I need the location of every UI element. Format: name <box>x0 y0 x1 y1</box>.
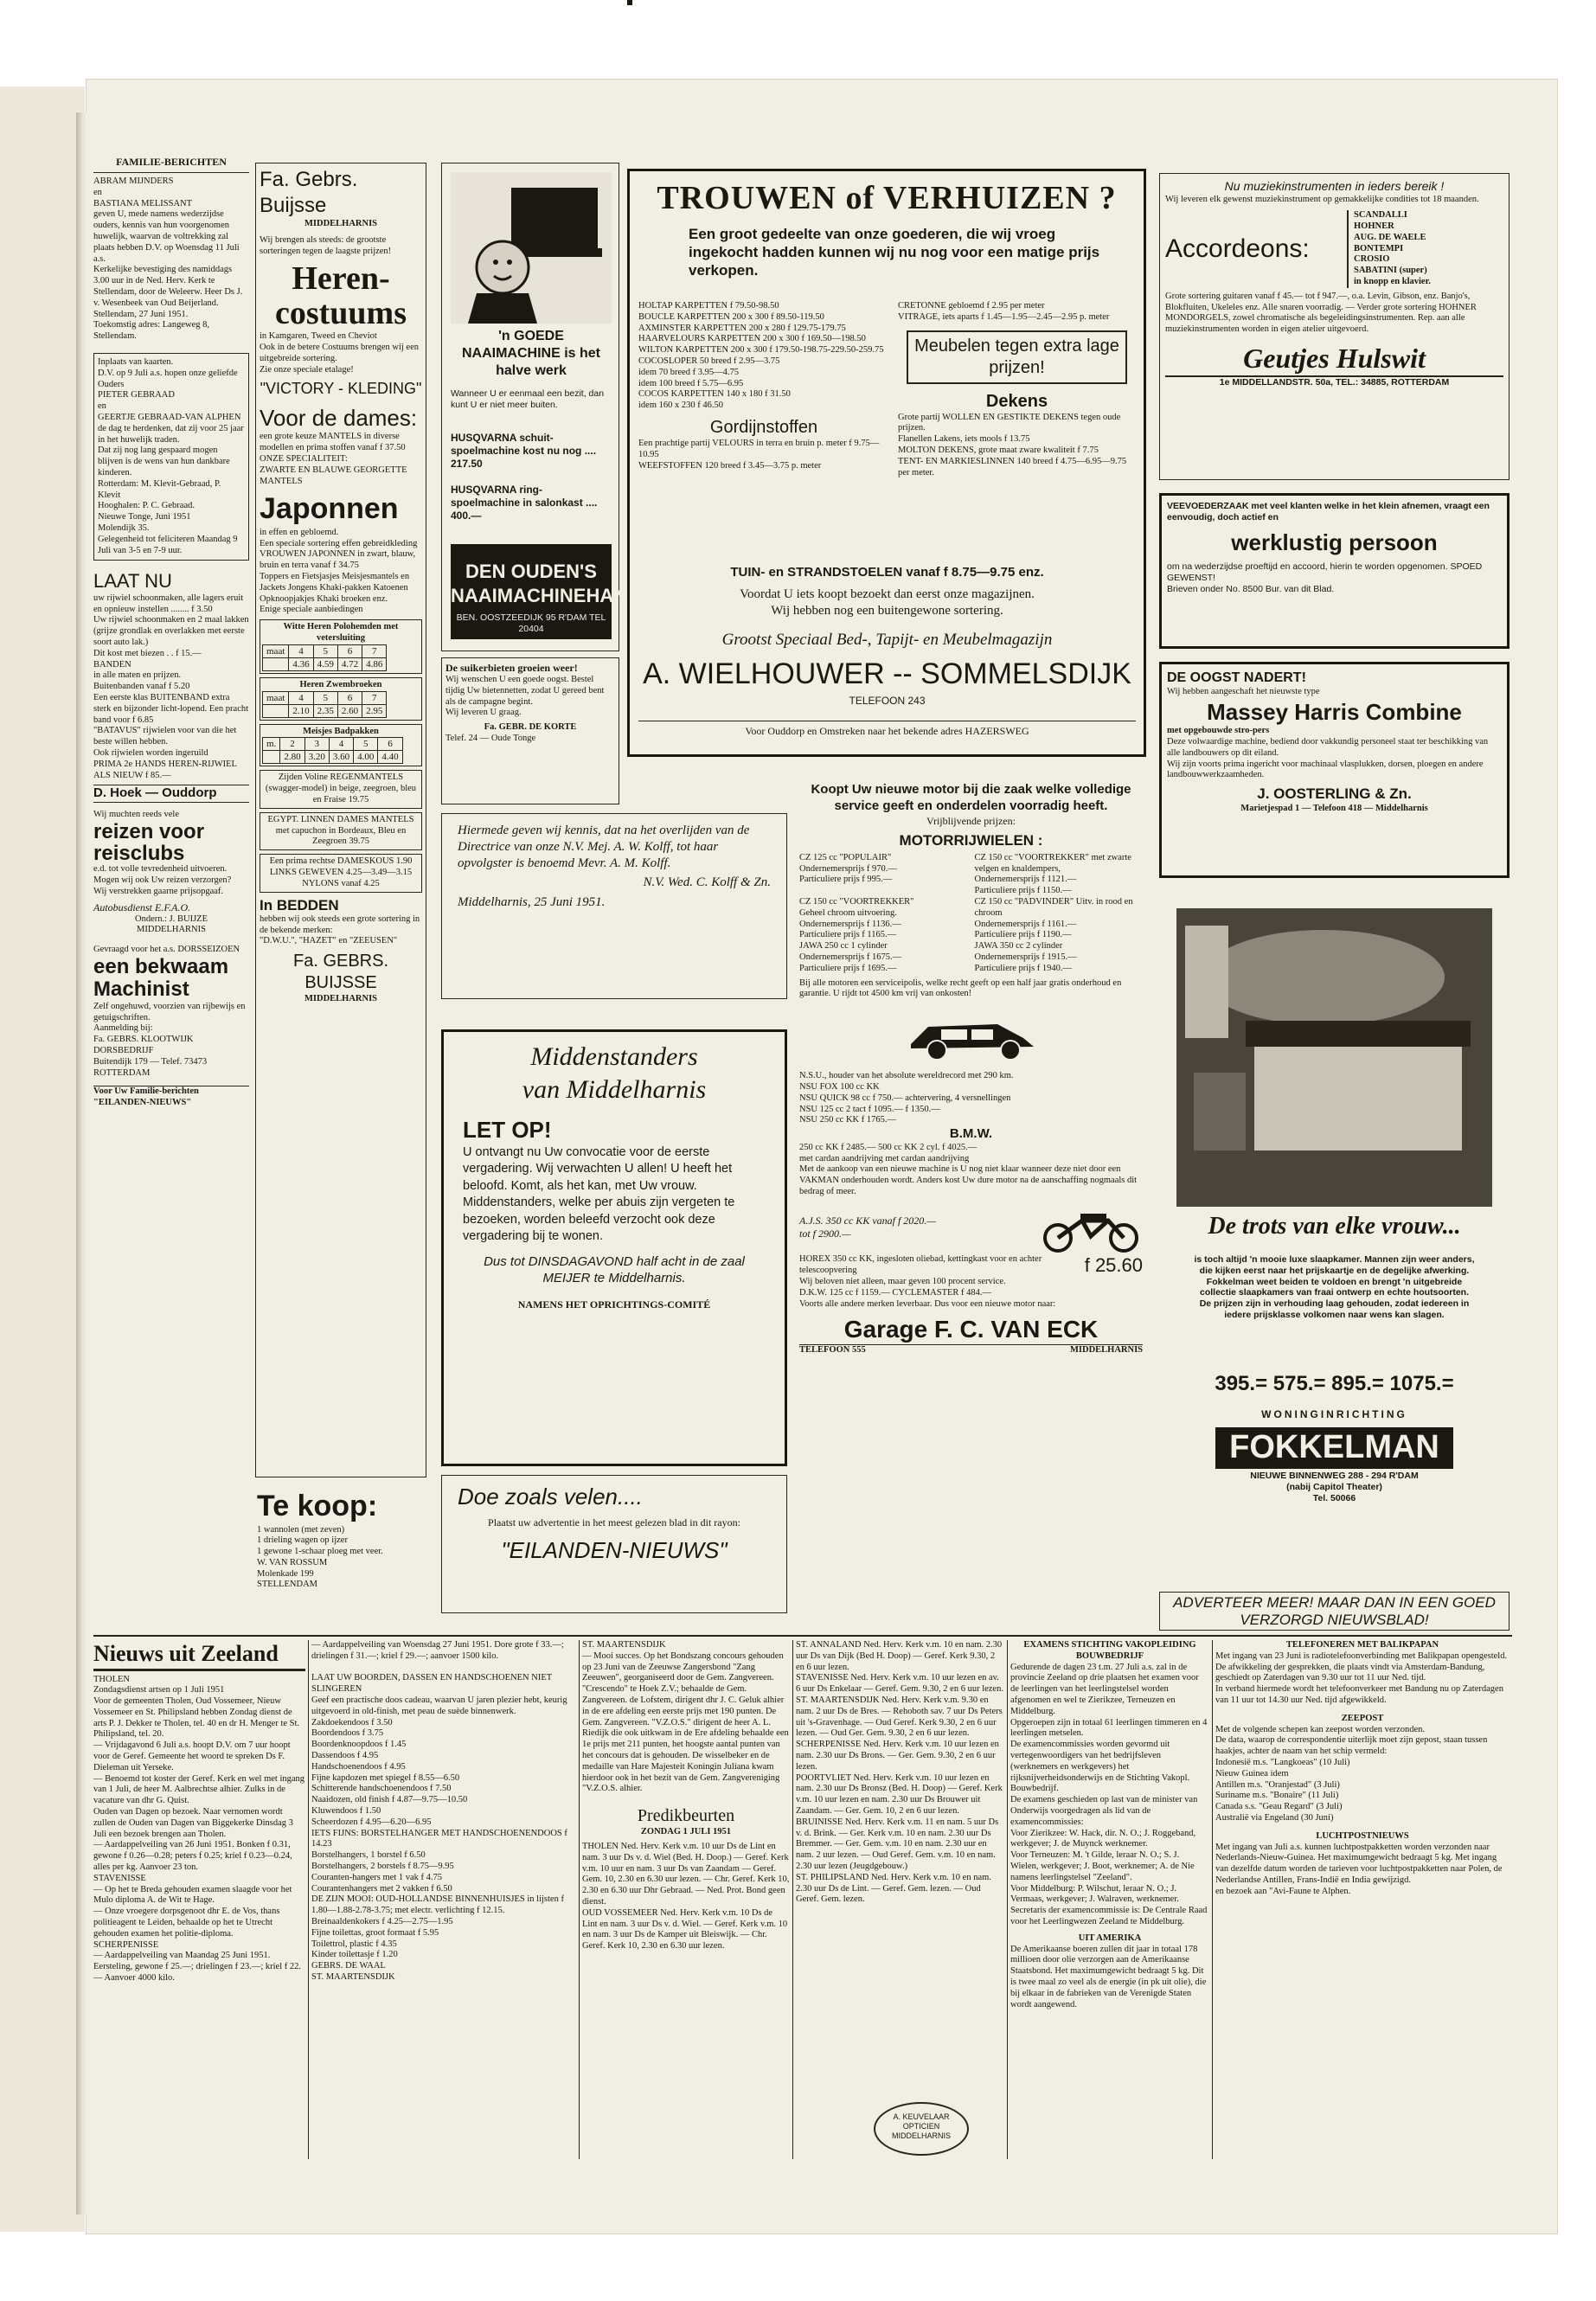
zwem-title: Heren Zwembroeken <box>299 679 382 689</box>
badpak-title: Meisjes Badpakken <box>303 726 379 736</box>
wielhouwer-advert <box>627 169 1146 757</box>
gordijn-body: Een prachtige partij VELOURS in terra en bruin p. meter f 9.75—10.95 WEEFSTOFFEN 120 breed f 3.45—3.75 p. meter <box>638 438 880 471</box>
garage-phone: TELEFOON 555 <box>799 1344 866 1355</box>
kolff-text: Hiermede geven wij kennis, dat na het overlijden van de Directrice van onze N.V. Mej. A. W. Kolff, tot haar opvolgster is benoemd Mevr. A. M. Kolff. <box>458 824 750 870</box>
ajs-row <box>799 1202 1143 1253</box>
husqvarna-headline: 'n GOEDE NAAIMACHINE is het halve werk <box>461 329 600 378</box>
col-rule-5 <box>1212 1640 1213 2159</box>
laat-nu-title: LAAT NU <box>93 570 172 593</box>
col-rule-4 <box>1007 1640 1008 2159</box>
amerika-title: UIT AMERIKA <box>1078 1932 1142 1943</box>
den-ouden-address: BEN. OOSTZEEDIJK 95 R'DAM TEL 20404 <box>456 612 606 634</box>
accordeons-top: Nu muziekinstrumenten in ieders bereik ! <box>1224 179 1445 193</box>
de-korte-body: Wij wenschen U een goede oogst. Bestel tijdig Uw bietennetten, zodat U gereed bent als de campagne begint. Wij leveren U graag. <box>445 675 605 718</box>
van-eck-headline: Koopt Uw nieuwe motor bij die zaak welke volledige service geeft en onderdelen voorradig heeft. <box>811 782 1131 813</box>
fokkelman-headline: De trots van elke vrouw... <box>1208 1213 1461 1240</box>
trouwen-left-col <box>638 301 889 471</box>
doe-zoals-body: Plaatst uw advertentie in het meest gelezen blad in dit rayon: <box>488 1516 740 1529</box>
bedden-title: In BEDDEN <box>260 896 339 913</box>
werklustig-body: om na wederzijdse proeftijd en accoord, hierin te worden opgenomen. SPOED GEWENST! Brieven onder No. 8500 Bur. van dit Blad. <box>1167 561 1483 594</box>
doe-zoals-title: Doe zoals velen.... <box>458 1484 643 1509</box>
marriage-notice: ABRAM MIJNDERS en BASTIANA MELISSANT geven U, mede namens wederzijdse ouders, kennis van hun voorgenomen huwelijk, waarvan de voltrekking zal plaats hebben D.V. op Woensdag 11 Juli a.s. Kerkelijke bevestiging des namiddags 3.00 uur in de Ned. Herv. Kerk te Stellendam, door de Weleerw. Heer Ds J. v. Wesenbeek van Oud Beijerland. Stellendam, 27 Juni 1951. Toekomstig adres: Langeweg 8, Stellendam. <box>93 176 243 342</box>
sewing-woman-illustration <box>451 172 612 324</box>
werklustig-advert <box>1159 493 1509 649</box>
buijsse-advert <box>255 163 426 1477</box>
dekens-body: Grote partij WOLLEN EN GESTIKTE DEKENS tegen oude prijzen. Flanellen Lakens, iets mools f 13.75 MOLTON DEKENS, grote maat zware kwaliteit f 7.75 TENT- EN MARKIESLINNEN 140 breed f 4.75—6.95—9.75 per meter. <box>898 412 1127 478</box>
middenstanders-body: U ontvangt nu Uw convocatie voor de eerste vergadering. Wij verwachten U allen! U heeft het beloofd. Komt, als het kan, met Uw vrouw. Middenstanders, welke per abuis zijn vergeten te bezoeken, worden beleefd verzocht ook deze vergadering bij te wonen. <box>463 1144 735 1244</box>
ajs-text: A.J.S. 350 cc KK vanaf f 2020.— tot f 2900.— <box>799 1214 936 1240</box>
examens-title: EXAMENS STICHTING VAKOPLEIDING BOUWBEDRIJF <box>1023 1640 1196 1661</box>
oosterling-address: Marietjespad 1 — Telefoon 418 — Middelharnis <box>1240 803 1428 813</box>
accordeons-big: Accordeons: <box>1165 234 1310 264</box>
te-koop-body: 1 wannolen (met zeven) 1 drieling wagen op ijzer 1 gewone 1-schaar ploeg met veer. W. VAN ROSSUM Molenkade 199 STELLENDAM <box>257 1524 383 1590</box>
werklustig-title: werklustig persoon <box>1231 529 1438 555</box>
accordeons-brands: SCANDALLI HOHNER AUG. DE WAELE BONTEMPI CROSIO SABATINI (super) in knopp en klavier. <box>1347 210 1431 288</box>
dameskous: Een prima rechtse DAMESKOUS 1.90 LINKS GEWEVEN 4.25—3.49—3.15 NYLONS vanaf 4.25 <box>260 854 422 892</box>
adverteer-text: ADVERTEER MEER! MAAR DAN IN EEN GOED VERZORGD NIEUWSBLAD! <box>1173 1594 1496 1628</box>
news-col-6 <box>1215 1640 1509 2176</box>
news-maartensdijk: ST. MAARTENSDIJK — Mooi succes. Op het Bondszang concours gehouden op 23 Juni van de Zeeuwse Zangersbond "Zang Zeeuwen", georganiseerd door de Gem. Zangvereen. "Crescendo" te Hoek Z.V.; behaalde de Gem. Zangvereen. de Lofstem, dirigent dhr J. C. Geluk alhier in de ere afdeling een eerste prijs met 190 punten. De Gem. Zangvereen. "V.Z.O.S." dirigent de heer A. L. Riedijk die ook uitkwam in de Ere afdeling behaalde een 1e prijs met 211 punten, het hoogste aantal punten van het concours dat is gehouden. De wisselbeker en de medaille van Hare Majesteit Koningin Juliana kwam hierdoor ook in het bezit van de Gem. Zangvereniging "V.Z.O.S. alhier. <box>582 1640 789 1794</box>
news-col-5 <box>1010 1640 1209 2176</box>
husqvarna-advert <box>441 163 666 651</box>
hoek-name: D. Hoek — Ouddorp <box>93 785 249 803</box>
husqvarna-model1: HUSQVARNA schuit-spoelmachine kost nu nog .... 217.50 <box>451 432 597 470</box>
polo-table: maat 4 5 6 7 4.36 4.59 4.72 4.86 <box>262 644 387 671</box>
badpak-box <box>260 724 422 767</box>
unused <box>627 0 632 5</box>
news-col-3 <box>582 1640 790 2176</box>
anniversary-notice: Inplaats van kaarten. D.V. op 9 Juli a.s. hopen onze geliefde Ouders PIETER GEBRAAD en GEERTJE GEBRAAD-VAN ALPHEN de dag te herdenken, dat zij voor 25 jaar in het huwelijk traden. Dat zij nog lang gespaard mogen blijven is de wens van hun dankbare kinderen. Rotterdam: M. Klevit-Gebraad, P. Klevit Hooghalen: P. C. Gebraad. Nieuwe Tonge, Juni 1951 Molendijk 35. Gelegenheid tot feliciteren Maandag 9 Juli van 3-5 en 7-9 uur. <box>98 356 244 555</box>
familie-header: FAMILIE-BERICHTEN <box>116 156 227 168</box>
geutjes-logo: Geutjes Hulswit <box>1165 341 1503 377</box>
buijsse-town: MIDDELHARNIS <box>304 219 377 228</box>
news-masthead: Nieuws uit Zeeland <box>93 1640 305 1671</box>
fokkelman-woning: WONINGINRICHTING <box>1261 1408 1407 1420</box>
optician-stamp-text: A. KEUVELAAR OPTICIEN MIDDELHARNIS <box>891 2112 951 2140</box>
col-rule-1 <box>308 1640 309 2159</box>
fokkelman-name: FOKKELMAN <box>1215 1427 1453 1469</box>
nsu-block: N.S.U., houder van het absolute wereldrecord met 290 km. NSU FOX 100 cc KK NSU QUICK 98 cc f 750.— achtervering, 4 versnellingen NSU 125 cc 2 tact f 1095.— f 1350.— NSU 250 cc KK f 1765.— <box>799 1071 1014 1125</box>
amerika-body: De Amerikaanse boeren zullen dit jaar in totaal 178 millioen door olie verzorgen aan de Amerikaanse Staatsbond. Het maximumgewicht bedraagt 5 kg. Dit is twee maal zo veel als de energie (in pk uit olie), die bij elkaar in de fabrieken van de Verenigde Staten wordt aangewend. <box>1010 1944 1207 2009</box>
buijsse-footer-name: Fa. GEBRS. BUIJSSE <box>292 952 389 993</box>
te-koop-advert <box>255 1486 426 1629</box>
wielhouwer-name: A. WIELHOUWER -- SOMMELSDIJK <box>643 657 1131 690</box>
garage-name: Garage F. C. VAN ECK <box>843 1315 1099 1343</box>
motor-title: MOTORRIJWIELEN : <box>899 831 1043 849</box>
oogst-advert <box>1159 662 1509 878</box>
news-col-2 <box>311 1640 575 2176</box>
machinist-intro: Gevraagd voor het a.s. DORSSEIZOEN <box>93 945 240 955</box>
middenstanders-script2: van Middelharnis <box>522 1074 707 1104</box>
machinist-body: Zelf ongehuwd, voorzien van rijbewijs en getuigschriften. Aanmelding bij: Fa. GEBRS. KLOOTWIJK DORSBEDRIJF Buitendijk 179 — Telef. 73473 ROTTERDAM <box>93 1001 246 1078</box>
fokkelman-prices: 395.= 575.= 895.= 1075.= <box>1215 1372 1454 1395</box>
van-eck-advert <box>796 779 1146 1631</box>
familie-column <box>93 156 249 1574</box>
trouwen-subtitle: Een groot gedeelte van onze goederen, die wij vroeg ingekocht hadden kunnen wij nu nog voor een matige prijs verkopen. <box>689 225 1100 279</box>
husqvarna-model2: HUSQVARNA ring-spoelmachine in salonkast .... 400.— <box>451 484 598 522</box>
kolff-notice <box>441 813 787 999</box>
massey-harris: Massey Harris Combine <box>1207 698 1462 725</box>
de-korte-title: De suikerbieten groeien weer! <box>445 662 578 674</box>
van-eck-intro: Vrijblijvende prijzen: <box>926 814 1016 827</box>
motorcycle-icon <box>1039 1202 1143 1253</box>
predik-date: ZONDAG 1 JULI 1951 <box>640 1827 732 1837</box>
zwem-box <box>260 677 422 721</box>
zeepost-body: Met de volgende schepen kan zeepost worden verzonden. De data, waarop de correspondentie uiterlijk moet zijn gepost, staan tussen haakjes, achter de naam van het schip vermeld: Indonesië m.s. "Langkoeas" (10 Juli) Nieuw Guinea idem Antillen m.s. "Oranjestad" (3 Juli) Suriname m.s. "Bonaire" (11 Juli) Canada s.s. "Geau Regard" (3 Juli) Australië via Engeland (30 Juni) <box>1215 1724 1488 1823</box>
werklustig-intro: VEEVOEDERZAAK met veel klanten welke in het klein afnemen, vraagt een eenvoudig, doch actief en <box>1167 501 1490 522</box>
motor-columns <box>799 853 1143 975</box>
luchtpost-body: Met ingang van Juli a.s. kunnen luchtpostpakketten worden verzonden naar Nederlands-Nieuw-Guinea. Het maximumgewicht bedraagt 5 kg. Met ingang van dezelfde datum worden de tarieven voor luchtpostpakketten naar Polen, de Nederlandse Antillen, Frans-Indië en India gewijzigd. en bezoek aan "Avi-Faune te Alphen. <box>1215 1842 1503 1896</box>
middenstanders-advert <box>441 1029 787 1466</box>
doe-zoals-paper: "EILANDEN-NIEUWS" <box>501 1536 727 1563</box>
car-illustration <box>902 1005 1041 1066</box>
page-fold <box>76 112 87 2214</box>
dames-body: een grote keuze MANTELS in diverse modellen en prima stoffen vanaf f 37.50 ONZE SPECIALITEIT: ZWARTE EN BLAUWE GEORGETTE MANTELS <box>260 432 407 486</box>
anniversary-box <box>93 353 249 561</box>
oogst-intro: Wij hebben aangeschaft het nieuwste type <box>1167 687 1320 696</box>
motor-left: CZ 125 cc "POPULAIR" Ondernemersprijs f 970.— Particuliere prijs f 995.— CZ 150 cc "VOORTREKKER" Geheel chroom uitvoering. Ondernemersprijs f 1136.— Particuliere prijs f 1165.— JAWA 250 cc 1 cylinder Ondernemersprijs f 1675.— Particuliere prijs f 1695.— <box>799 852 914 973</box>
predik-others: ST. ANNALAND Ned. Herv. Kerk v.m. 10 en nam. 2.30 uur Ds van Dijk (Bed H. Doop) — Geref. Kerk 9.30, 2 en 6 uur lezen. STAVENISSE Ned. Herv. Kerk v.m. 10 uur lezen en av. 6 uur Ds Enkelaar — Geref. Gem. 9.30, 2 en 6 uur lezen. ST. MAARTENSDIJK Ned. Herv. Kerk v.m. 9.30 en nam. 2 uur Ds de Bres. — Rehoboth sav. 7 uur Ds Peters uit 's-Gravenhage. — Oud Geref. Kerk 9.30, 2 en 6 uur lezen. — Oud Ger. Gem. 9.30, 2 en 6 uur lezen. SCHERPENISSE Ned. Herv. Kerk v.m. 10 uur lezen en nam. 2.30 uur Ds Brons. — Ger. Gem. 9.30, 2 en 6 uur lezen. POORTVLIET Ned. Herv. Kerk v.m. 10 uur lezen en nam. 2.30 uur Ds Bronsz (Bed. H. Doop) — Geref. Kerk v.m. 10 uur lezen en nam. 2.30 uur Ds Brouwer uit Zaandam. — Ger. Gem. 10, 2 en 6 uur lezen. BRUINISSE Ned. Herv. Kerk v.m. 11 en nam. 5 uur Ds v. d. Brink. — Ger. Kerk v.m. 10 en nam. 2.30 uur Ds Bremmer. — Ger. Gem. v.m. 10 en nam. 2.30 uur en nam. 2 uur lezen. — Oud Geref. Gem. v.m. 10 en nam. 2.30 uur lezen (Jeugdgebouw.) ST. PHILIPSLAND Ned. Herv. Kerk v.m. 10 en nam. 2.30 uur Ds de Lint. — Geref. Gem. lezen. — Oud Geref. Gem. lezen. <box>796 1640 1003 1905</box>
de-korte-phone: Telef. 24 — Oude Tonge <box>445 733 536 743</box>
news-col-4 <box>796 1640 1003 2176</box>
japonnen-body: in effen en gebloemd. Een speciale sortering effen gebreidkleding VROUWEN JAPONNEN in zwart, blauw, bruin en terra vanaf f 34.75 Toppers en Fietsjasjes Meisjesmantels en Jackets Jongens Khaki-pakken Katoenen Opknoopjakjes Khaki broeken enz. Enige speciale aanbiedingen <box>260 527 418 615</box>
accordeons-body: Grote sortering guitaren vanaf f 45.— tot f 947.—, o.a. Levin, Gibson, enz. Banjo's, Blokfluiten, Ukeleles enz. Alle snaren voorradig. — Verder grote sortering HOHNER MONDORGELS, zowel chromatische als begeleidingsinstrumenten. Rep. aan alle muziekinstrumenten worden in eigen atelier uitgevoerd. <box>1165 291 1477 335</box>
laat-nu-body: uw rijwiel schoonmaken, alle lagers eruit en opnieuw instellen ........ f 3.50 Uw rijwiel schoonmaken en 2 maal lakken (grijze grondlak en overlakken met eerste soort auto lak.) Dit kost met biezen . . f 15.— BANDEN in alle maten en prijzen. Buitenbanden vanaf f 5.20 Een eerste klas BUITENBAND extra sterk en bijzonder licht-lopend. Een pracht band voor f 6.85 "BATAVUS" rijwielen voor van die het beste willen hebben. Ook rijwielen worden ingeruild PRIMA 2e HANDS HEREN-RIJWIEL ALS NIEUW f 85.— <box>93 593 249 780</box>
col-rule-2 <box>579 1640 580 2159</box>
trouwen-script: Grootst Speciaal Bed-, Tapijt- en Meubelmagazijn <box>721 631 1053 649</box>
adverteer-banner <box>1159 1592 1509 1631</box>
de-korte-name: Fa. GEBR. DE KORTE <box>484 722 577 733</box>
karpetten-list: HOLTAP KARPETTEN f 79.50-98.50 BOUCLE KARPETTEN 200 x 300 f 89.50-119.50 AXMINSTER KARPETTEN 200 x 280 f 129.75-179.75 HAARVELOURS KARPETTEN 200 x 300 f 169.50—198.50 WILTON KARPETTEN 200 x 300 f 179.50-198.75-229.50-259.75 COCOSLOPER 50 breed f 2.95—3.75 idem 70 breed f 3.95—4.75 idem 100 breed f 5.75—6.95 COCOS KARPETTEN 140 x 180 f 31.50 idem 160 x 230 f 46.50 <box>638 301 884 411</box>
dames-title: Voor de dames: <box>260 404 418 431</box>
heren-title: Heren-costuums <box>274 260 407 332</box>
gordijn-title: Gordijnstoffen <box>709 417 818 437</box>
bedden-body: hebben wij ook steeds een grote sortering in de bekende merken: "D.W.U.", "HAZET" en "ZEEUSEN" <box>260 913 420 946</box>
news-dewaal: — Aardappelveiling van Woensdag 27 Juni 1951. Dore grote f 33.—; drielingen f 31.—; kriel f 29.—; aanvoer 1500 kilo. LAAT UW BOORDEN, DASSEN EN HANDSCHOENEN NIET SLINGEREN Geef een practische doos cadeau, waarvan U jaren plezier hebt, keurig uitgevoerd in old-finish, met peau de suède binnenwerk. Zakdoekendoos f 3.50 Boordendoos f 3.75 Boordenknoopdoos f 1.45 Dassendoos f 4.95 Handschoenendoos f 4.95 Fijne kapdozen met spiegel f 8.55—6.50 Schitterende handschoenendoos f 7.50 Naaidozen, old finish f 4.87—9.75—10.50 Kluwendoos f 1.50 Scheerdozen f 4.95—6.20—6.95 IETS FIJNS: BORSTELHANGER MET HANDSCHOENENDOOS f 14.23 Borstelhangers, 1 borstel f 6.50 Borstelhangers, 2 borstels f 8.75—9.95 Couranten-hangers met 1 vak f 4.75 Courantenhangers met 2 vakken f 6.50 DE ZIJN MOOI: OUD-HOLLANDSE BINNENHUISJES in lijsten f 1.80—1.88-2.78-3.75; met electr. verlichting f 12.15. Breinaaldenkokers f 4.25—2.75—1.95 Fijne toilettas, groot formaat f 5.95 Toilettrol, plastic f 4.35 Kinder toilettasje f 1.20 GEBRS. DE WAAL ST. MAARTENSDIJK <box>311 1640 567 1982</box>
news-col-1 <box>93 1640 305 2176</box>
reizen-title: reizen voor reisclubs <box>93 819 205 866</box>
regen-mantels: Zijden Voline REGENMANTELS (swagger-model) in beige, zeegroen, bleu en Fraise 19.75 <box>260 770 422 808</box>
bmw-title: B.M.W. <box>949 1126 993 1142</box>
car-icon <box>902 1005 1041 1066</box>
trouwen-right-col <box>898 301 1136 478</box>
cretonne-list: CRETONNE gebloemd f 2.95 per meter VITRAGE, iets aparts f 1.45—1.95—2.45—2.95 p. meter <box>898 301 1110 322</box>
wielhouwer-footer: Voor Ouddorp en Omstreken naar het bekende adres HAZERSWEG <box>638 721 1136 738</box>
japonnen-title: Japonnen <box>260 492 399 526</box>
left-page-edge <box>0 87 85 2232</box>
trouwen-title: TROUWEN of VERHUIZEN ? <box>657 180 1117 216</box>
husqvarna-body: Wanneer U er eenmaal een bezit, dan kunt U er niet meer buiten. <box>451 388 605 410</box>
zwem-table: maat 4 5 6 7 2.10 2.35 2.60 2.95 <box>262 691 387 718</box>
machinist-title: een bekwaam Machinist <box>93 955 229 1002</box>
balikpapan-title: TELEFONEREN MET BALIKPAPAN <box>1285 1640 1439 1650</box>
middenstanders-script1: Middenstanders <box>530 1042 698 1071</box>
middenstanders-dinsdag: Dus tot DINSDAGAVOND half acht in de zaal MEIJER te Middelharnis. <box>484 1253 745 1285</box>
horex-price: f 25.60 <box>1084 1253 1143 1276</box>
efao-name: Autobusdienst E.F.A.O. <box>93 901 191 913</box>
geutjes-address: 1e MIDDELLANDSTR. 50a, TEL.: 34885, ROTTERDAM <box>1219 377 1450 388</box>
bedroom-photo <box>1176 908 1492 1207</box>
balikpapan-body: Met ingang van 23 Juni is radiotelefoonverbinding met Balikpapan opengesteld. De afwikkeling der gesprekken, die plaats vindt via Amsterdam-Bandung, geschiedt op Zaterdagen van 9.30 uur tot 11 uur Ned. tijd. In verband hiermede wordt het telefoonverkeer met Bandung nu op Zaterdagen van 11 uur tot 14.30 uur Ned. tijd afgewikkeld. <box>1215 1650 1508 1705</box>
buijsse-intro: Wij brengen als steeds: de grootste sorteringen tegen de laagste prijzen! <box>260 234 392 256</box>
victory-label: "VICTORY - KLEDING" <box>260 380 422 398</box>
polo-title: Witte Heren Polohemden met vetersluiting <box>283 622 399 644</box>
motor-service: Bij alle motoren een serviceipolis, welke recht geeft op een half jaar gratis onderhoud en garantie. U rijdt tot 4500 km vrij van onkosten! <box>799 977 1122 999</box>
zeepost-title: ZEEPOST <box>1341 1713 1384 1723</box>
buijsse-name: Fa. Gebrs. Buijsse <box>260 168 358 217</box>
accordeons-advert <box>1159 173 1509 480</box>
kolff-place: Middelharnis, 25 Juni 1951. <box>458 895 606 909</box>
voordat-line: Voordat U iets koopt bezoekt dan eerst onze magazijnen. Wij hebben nog een buitengewone sortering. <box>740 587 1035 618</box>
garage-footer <box>799 1344 1143 1356</box>
polo-box <box>260 619 422 674</box>
letop-title: LET OP! <box>463 1117 552 1143</box>
oogst-body: Deze volwaardige machine, bediend door vakkundig personeel staat ter beschikking van alle landbouwers op dit eiland. Wij zijn voorts prima ingericht voor machinaal vlasplukken, dorsen, ploegen en andere landbouwwerkzaamheden. <box>1167 737 1489 780</box>
horex-text: HOREX 350 cc KK, ingesloten oliebad, kettingkast voor en achter telescoopvering <box>799 1253 1042 1275</box>
efao-ondern: Ondern.: J. BUIJZE MIDDELHARNIS <box>135 913 208 935</box>
heren-body: in Kamgaren, Tweed en Cheviot Ook in de betere Costuums brengen wij een uitgebreide sortering. Zie onze speciale etalage! <box>260 331 419 375</box>
bed-icon <box>1176 908 1492 1207</box>
news-top-rule <box>93 1635 1512 1637</box>
oogst-sub: met opgebouwde stro-pers <box>1167 726 1270 736</box>
news-tholen: THOLEN Zondagsdienst artsen op 1 Juli 1951 Voor de gemeenten Tholen, Oud Vossemeer, Nieuw Vossemeer en St. Philipsland hebben Zondag dienst de arts P. J. Dekker te Tholen, tel. 40 en dr H. Menger te St. Philipsland, tel. 20. — Vrijdagavond 6 Juli a.s. hoopt D.V. om 7 uur hoopt voor de Geref. Gemeente het woord te spreken Ds F. Dieleman uit Yerseke. — Benoemd tot koster der Geref. Kerk en wel met ingang van 1 Juli, de heer M. Aalbrechtse alhier. Zulks in de vacature van dhr G. Quist. Ouden van Dagen op bezoek. Naar vernomen wordt zullen de Ouden van Dagen van Biggekerke Dinsdag 3 Juli een bezoek brengen aan Tholen. — Aardappelveiling van 26 Juni 1951. Bonken f 0.31, gewone f 0.26—0.28; peters f 0.25; kriel f 0.23—0.24, alles per kg. Aanvoer 23 ton. STAVENISSE — Op het te Breda gehouden examen slaagde voor het Mulo diploma A. de Wit te Hage. — Onze vroegere dorpsgenoot dhr E. de Vos, thans politieagent te Leiden, behaalde op het te Utrecht gehouden examen het politie-diploma. SCHERPENISSE — Aardappelveiling van Maandag 25 Juni 1951. Eersteling, gewone f 25.—; drielingen f 23.—; kriel f 22.— Aanvoer 4000 kilo. <box>93 1674 305 1984</box>
accordeons-row <box>1165 210 1503 288</box>
te-koop-title: Te koop: <box>257 1490 378 1522</box>
oosterling-name: J. OOSTERLING & Zn. <box>1257 785 1412 803</box>
dekens-title: Dekens <box>985 391 1048 411</box>
reizen-body: e.d. tot volle tevredenheid uitvoeren. Mogen wij ook Uw reizen verzorgen? Wij verstrekken gaarne prijsopgaaf. <box>93 864 232 896</box>
kolff-sign: N.V. Wed. C. Kolff & Zn. <box>643 875 771 890</box>
predik-title: Predikbeurten <box>637 1806 735 1826</box>
middenstanders-namens: NAMENS HET OPRICHTINGS-COMITÉ <box>517 1298 711 1311</box>
linnen-mantels: EGYPT. LINNEN DAMES MANTELS met capuchon in Bordeaux, Bleu en Zeegroen 39.75 <box>260 812 422 850</box>
sewing-machine-icon <box>451 172 612 324</box>
luchtpost-title: LUCHTPOSTNIEUWS <box>1316 1830 1409 1841</box>
bmw-block: 250 cc KK f 2485.— 500 cc KK 2 cyl. f 4025.— met cardan aandrijving met cardan aandrijving Met de aankoop van een nieuwe machine is U nog niet klaar wanneer deze niet door een VAKMAN onderhouden wordt. Anders kost Uw dure motor na de aanschaffing nogmaals dit bedrag of meer. <box>799 1142 1138 1197</box>
leveren-block: Wij beloven niet alleen, maar geven 100 procent service. D.K.W. 125 cc f 1159.— CYCLEMASTER f 484.— Voorts alle andere merken leverbaar. Dus voor een nieuwe motor naar: <box>799 1277 1056 1309</box>
doe-zoals-advert <box>441 1475 787 1613</box>
wielhouwer-phone: TELEFOON 243 <box>849 695 926 707</box>
de-korte-advert <box>441 657 619 804</box>
optician-stamp <box>874 2102 969 2156</box>
fokkelman-address: NIEUWE BINNENWEG 288 - 294 R'DAM (nabij Capitol Theater) Tel. 50066 <box>1250 1471 1419 1503</box>
horex-row <box>799 1253 1143 1278</box>
fokkelman-body: is toch altijd 'n mooie luxe slaapkamer. Mannen zijn weer anders, die kijken eerst naar het prijskaartje en de degelijke afwerking. Fokkelman weet beiden te voldoen en brengt 'n uitgebreide collectie slaapkamers van fraai ontwerp en echte houtsoorten. De prijzen zijn in verhouding laag gehouden, zodat iedereen in iedere prijsklasse volkomen naar wens kan slagen. <box>1194 1254 1475 1320</box>
examens-body: Gedurende de dagen 23 t.m. 27 Juli a.s. zal in de provincie Zeeland op drie plaatsen het examen voor de leerlingen van het leerlingstelsel worden afgenomen en wel te Zierikzee, Terneuzen en Middelburg. Opgeroepen zijn in totaal 61 leerlingen timmeren en 4 leerlingen metselen. De examencommissies worden gevormd uit vertegenwoordigers van het bedrijfsleven (werknemers en werkgevers) het rijksnijverheidsonderwijs en de Stichting Vakopl. Bouwbedrijf. De examens geschieden op last van de minister van Onderwijs voorgedragen als lid van de examencommissies: Voor Zierikzee: W. Hack, dir. N. O.; J. Roggeband, werkgever; J. de Muynck werknemer. Voor Terneuzen: M. 't Gilde, leraar N. O.; S. J. Wielen, werkgever; J. Boot, werknemer; A. de Nie namens leerlingstelsel "Zeeland". Voor Middelburg: P. Wilschut, leraar N. O.; J. Vermaas, werkgever; J. Walraven, werknemer. Secretaris der examencommissie is: De Centrale Raad voor het Leerlingwezen Zeeland te Middelburg. <box>1010 1662 1208 1926</box>
fokkelman-advert <box>1159 891 1509 1592</box>
familie-footer: Voor Uw Familie-berichten "EILANDEN-NIEUWS" <box>93 1086 249 1109</box>
reizen-intro: Wij muchten reeds vele <box>93 810 179 820</box>
tuin-line: TUIN- en STRANDSTOELEN vanaf f 8.75—9.75 enz. <box>730 565 1044 580</box>
oogst-title: DE OOGST NADERT! <box>1167 670 1306 685</box>
motor-right: CZ 150 cc "VOORTREKKER" met zwarte velgen en knaldempers, Ondernemersprijs f 1121.— Particuliere prijs f 1150.— CZ 150 cc "PADVINDER" Uitv. in rood en chroom Ondernemersprijs f 1161.— Particuliere prijs f 1190.— JAWA 350 cc 2 cylinder Ondernemersprijs f 1915.— Particuliere prijs f 1940.— <box>974 852 1133 973</box>
den-ouden-name: DEN OUDEN'S NAAIMACHINEHANDEL <box>451 561 666 606</box>
col-rule-3 <box>792 1640 793 2159</box>
predik-tholen: THOLEN Ned. Herv. Kerk v.m. 10 uur Ds de Lint en nam. 3 uur Ds v. d. Wiel (Bed. H. Doop.) — Geref. Kerk v.m. 10 uur en nam. 3 uur Ds van Zaandam — Geref. Gem. 10, 2.30 en 6.30 uur lezen. — Chr. Geref. Kerk 10, 2.30 en 6.30 uur Dhr Gebraad. — Ned. Prot. Bond geen dienst. OUD VOSSEMEER Ned. Herv. Kerk v.m. 10 Ds de Lint en nam. 3 uur Ds v. d. Wiel. — Geref. Kerk v.m. 10 en nam. 3 uur Ds de Kamper uit Bleiswijk. — Chr. Geref. Kerk 10, 2.30 en 6.30 uur lezen. <box>582 1841 790 1952</box>
badpak-table: m. 2 3 4 5 6 2.80 3.20 3.60 4.00 4.40 <box>262 737 403 764</box>
garage-town: MIDDELHARNIS <box>1069 1344 1143 1355</box>
accordeons-intro: Wij leveren elk gewenst muziekinstrument op gemakkelijke condities tot 18 maanden. <box>1165 194 1479 204</box>
buijsse-footer-town: MIDDELHARNIS <box>304 994 377 1004</box>
den-ouden-logo <box>451 544 666 639</box>
meubelen-box: Meubelen tegen extra lage prijzen! <box>907 330 1127 384</box>
